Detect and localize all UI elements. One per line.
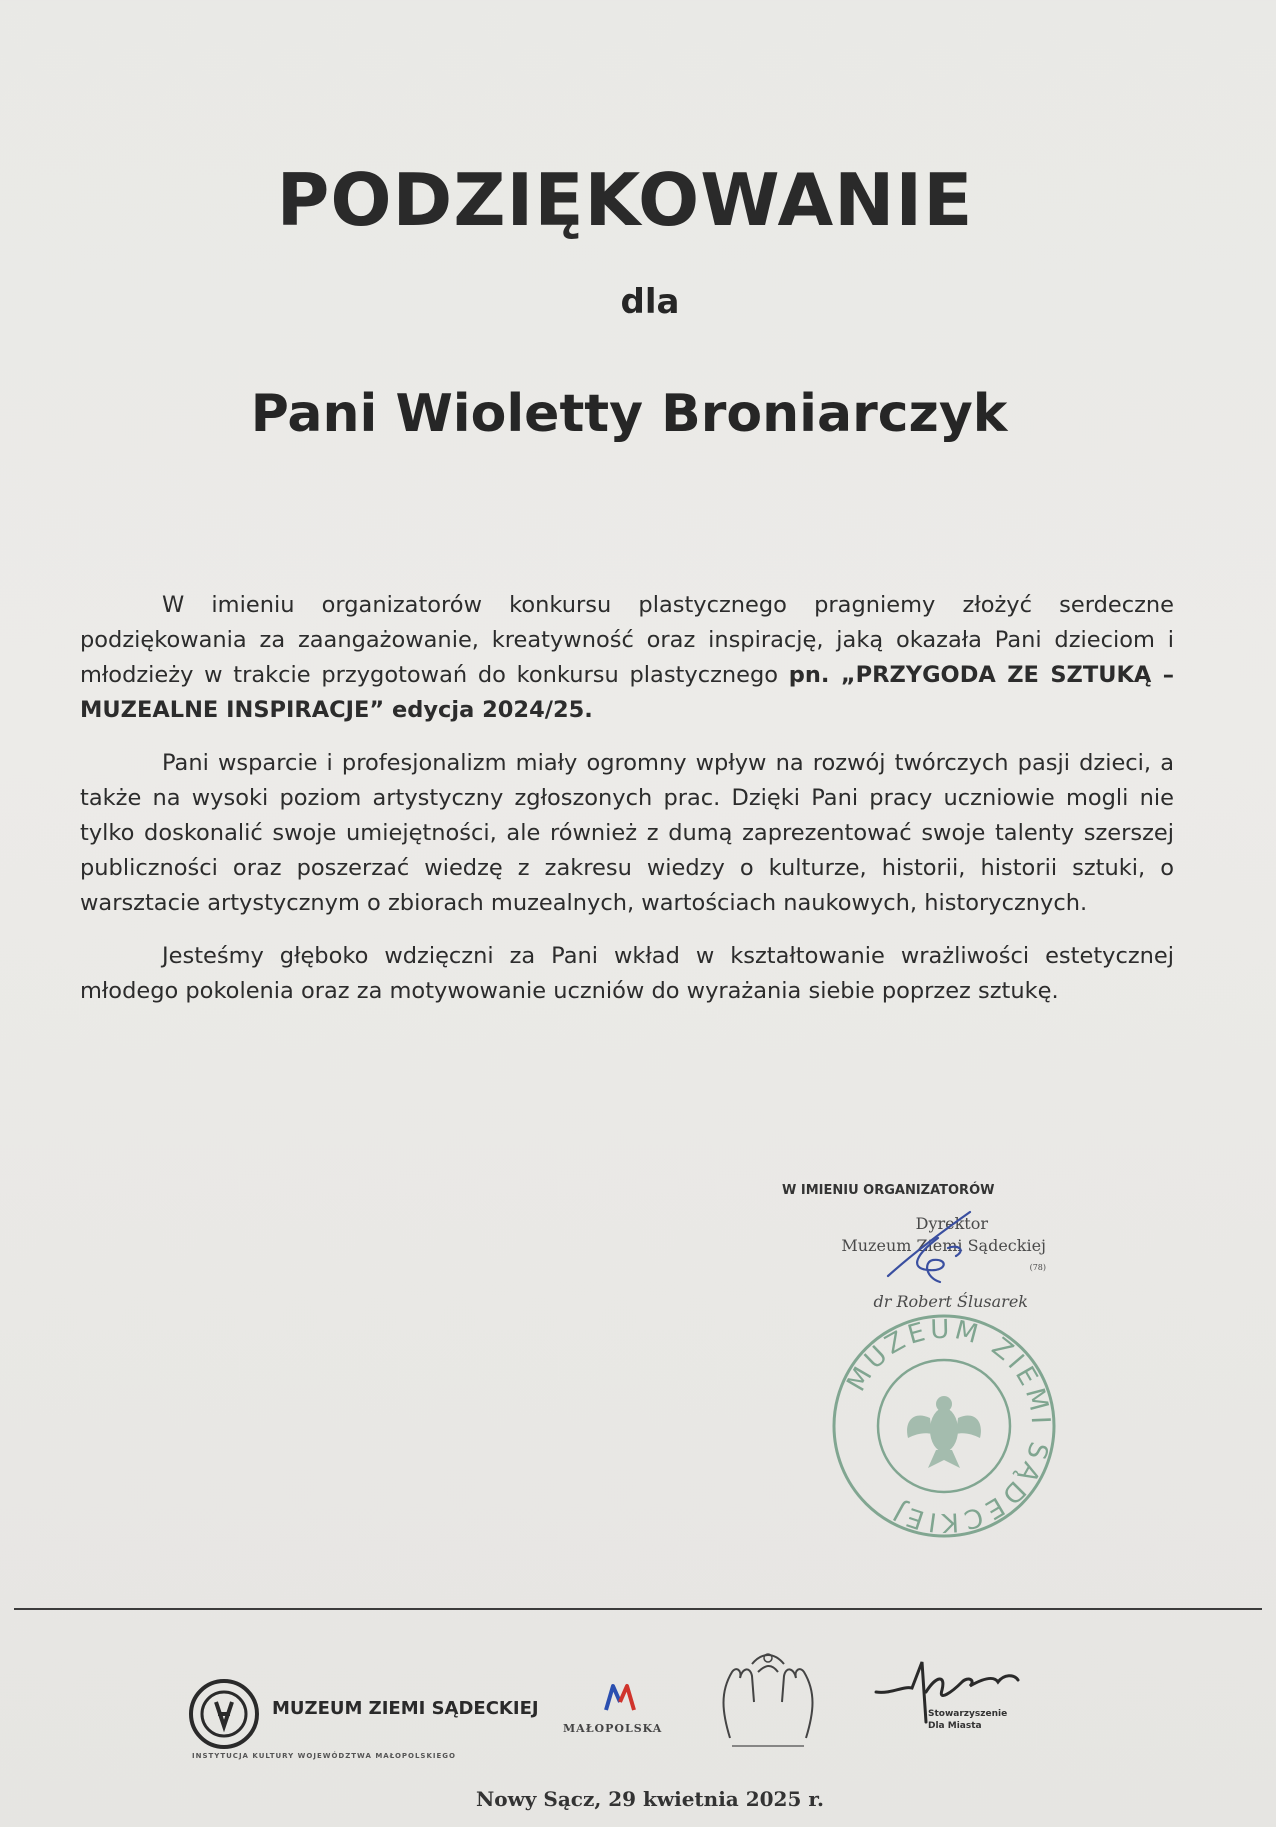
signature-institution: Muzeum Ziemi Sądeckiej: [841, 1236, 1046, 1255]
hands-logo-icon: [712, 1642, 824, 1752]
footer-divider: [14, 1608, 1262, 1610]
museum-logo-icon: [188, 1678, 260, 1750]
signature-role: Dyrektor: [915, 1214, 988, 1233]
recipient-name: Pani Wioletty Broniarczyk: [250, 384, 1008, 444]
eagle-icon: [907, 1396, 981, 1468]
signature-org-label: W IMIENIU ORGANIZATORÓW: [782, 1183, 995, 1198]
malopolska-logo-icon: [603, 1680, 637, 1714]
paragraph-1: [80, 588, 1174, 728]
paragraph-1-text: W imieniu organizatorów konkursu plastycznego pragniemy złożyć serdeczne podziękowania za zaangażowanie, kreatywność oraz inspirację, jaką okazała Pani dzieciom i młodzieży w trakcie przygotowań do konkursu plastycznego: [80, 592, 1174, 688]
stamp-text: MUZEUM ZIEMI SĄDECKIEJ: [841, 1314, 1056, 1538]
association-name: [928, 1708, 1007, 1732]
handwritten-signature-icon: [878, 1198, 1018, 1298]
signature-name: dr Robert Ślusarek: [873, 1292, 1028, 1311]
paragraph-2: Pani wsparcie i profesjonalizm miały ogromny wpływ na rozwój twórczych pasji dzieci, a także na wysoki poziom artystyczny zgłoszonych prac. Dzięki Pani pracy uczniowie mogli nie tylko doskonalić swoje umiejętności, ale również z dumą zaprezentować swoje talenty szerszej publiczności oraz poszerzać wiedzę z zakresu wiedzy o kulturze, historii, historii sztuki, o warsztacie artystycznym o zbiorach muzealnych, wartościach naukowych, historycznych.: [80, 750, 1174, 916]
for-word: dla: [620, 282, 680, 322]
signature-phone-note: (78): [1029, 1263, 1046, 1272]
paragraph-3: Jesteśmy głęboko wdzięczni za Pani wkład w kształtowanie wrażliwości estetycznej młodego pokolenia oraz za motywowanie uczniów do wyrażania siebie poprzez sztukę.: [80, 943, 1174, 1004]
letter-body: [80, 588, 1174, 1027]
footer-museum-subtitle: INSTYTUCJA KULTURY WOJEWÓDZTWA MAŁOPOLSKIEGO: [192, 1752, 456, 1760]
association-line-1: Stowarzyszenie: [928, 1709, 1008, 1719]
round-stamp: [828, 1310, 1060, 1542]
place-and-date: Nowy Sącz, 29 kwietnia 2025 r.: [475, 1787, 825, 1811]
malopolska-label: MAŁOPOLSKA: [563, 1722, 663, 1735]
contest-name: pn. „PRZYGODA ZE SZTUKĄ – MUZEALNE INSPIRACJE” edycja 2024/25.: [80, 662, 1174, 723]
footer-museum-name: MUZEUM ZIEMI SĄDECKIEJ: [272, 1698, 539, 1719]
association-line-2: Dla Miasta: [928, 1721, 982, 1731]
document-title: PODZIĘKOWANIE: [276, 158, 974, 242]
